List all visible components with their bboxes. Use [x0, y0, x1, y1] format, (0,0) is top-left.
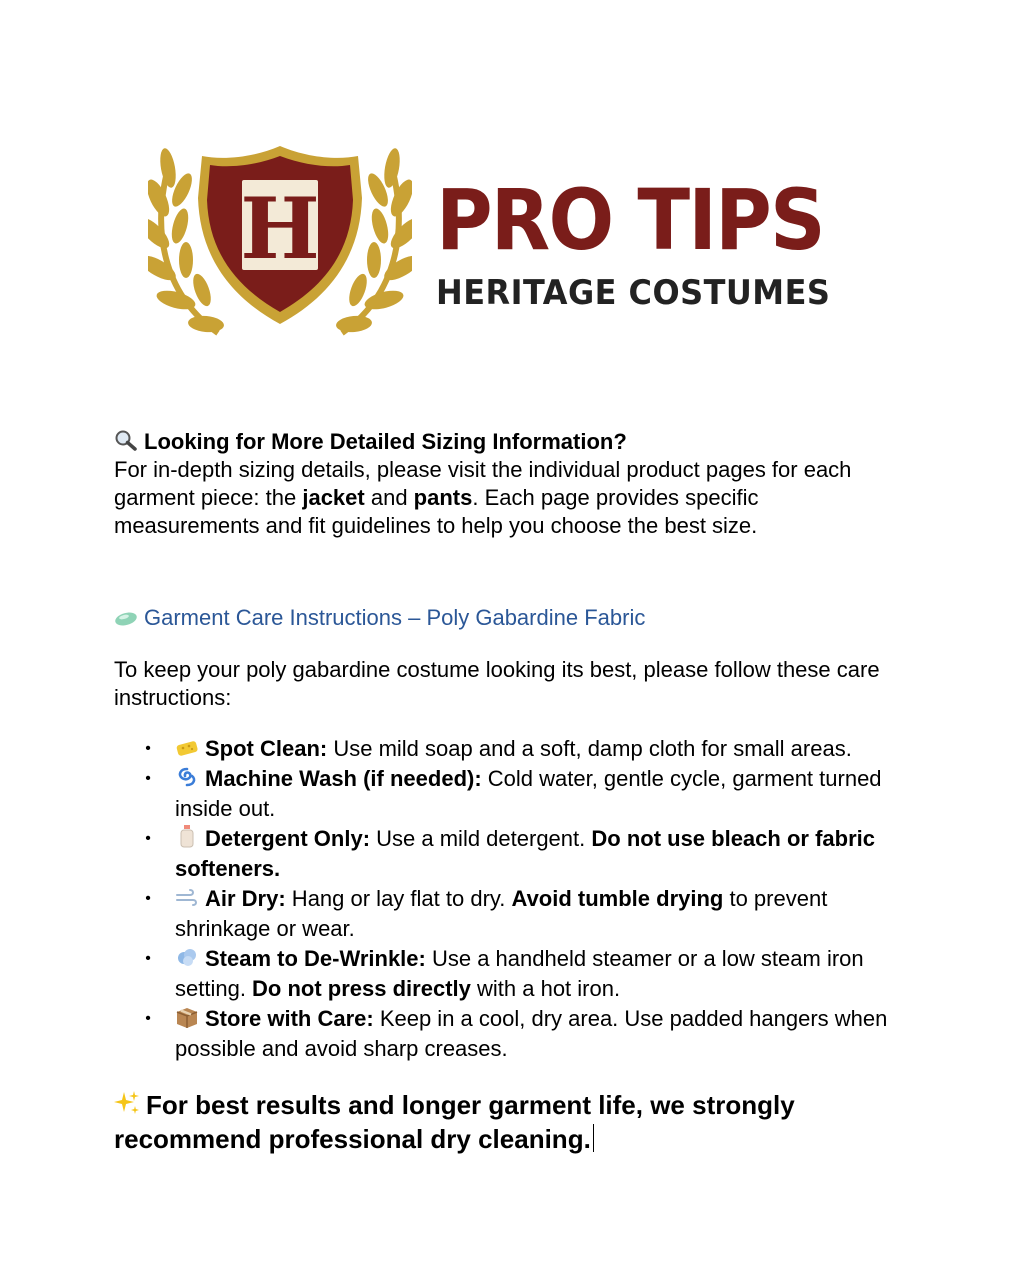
jacket-term: jacket	[302, 485, 365, 510]
care-item-bold: Do not press directly	[252, 976, 471, 1001]
lotion-bottle-icon	[175, 824, 199, 848]
soap-icon	[114, 609, 138, 627]
bullet: •	[145, 950, 151, 967]
care-item-label: Store with Care:	[205, 1006, 374, 1031]
sizing-heading: Looking for More Detailed Sizing Information?	[144, 429, 627, 454]
list-item	[145, 734, 904, 764]
care-heading-row	[114, 604, 904, 632]
list-item	[145, 1004, 904, 1064]
bullet: •	[145, 890, 151, 907]
list-item	[145, 944, 904, 1004]
care-item-text: Use mild soap and a soft, damp cloth for small areas.	[327, 736, 852, 761]
bullet: •	[145, 1010, 151, 1027]
bullet: •	[145, 740, 151, 757]
care-item-text-2: to prevent shrinkage or wear.	[175, 886, 828, 941]
care-item-label: Detergent Only:	[205, 826, 371, 851]
logo-subtitle: HERITAGE COSTUMES	[436, 273, 831, 313]
care-item-text: Hang or lay flat to dry.	[285, 886, 512, 911]
care-item-text: Use a handheld steamer or a low steam iron setting.	[175, 946, 864, 1001]
pro-tips-logo	[148, 128, 888, 338]
sparkles-icon	[114, 1090, 140, 1116]
document-body	[114, 428, 904, 1182]
sizing-text-3: . Each page provides specific measurements and fit guidelines to help you choose the best size.	[114, 485, 759, 538]
care-item-label: Spot Clean:	[205, 736, 328, 761]
final-text: For best results and longer garment life, we strongly recommend professional dry cleaning.	[114, 1090, 795, 1154]
care-item-text: Keep in a cool, dry area. Use padded hangers when possible and avoid sharp creases.	[175, 1006, 888, 1061]
care-item-label: Air Dry:	[205, 886, 286, 911]
care-item-text: Use a mild detergent.	[370, 826, 592, 851]
package-icon	[175, 1006, 199, 1028]
list-item	[145, 884, 904, 944]
care-item-bold: Do not use bleach or fabric softeners.	[175, 826, 875, 881]
care-item-bold: Avoid tumble drying	[511, 886, 724, 911]
bullet: •	[145, 770, 151, 787]
list-item	[145, 764, 904, 824]
magnifier-icon	[114, 429, 138, 451]
list-item	[145, 824, 904, 884]
care-intro: To keep your poly gabardine costume looking its best, please follow these care instructions:	[114, 657, 880, 710]
sponge-icon	[175, 738, 199, 758]
sizing-section	[114, 428, 904, 540]
final-recommendation[interactable]	[114, 1088, 904, 1156]
care-list	[114, 734, 904, 1064]
pants-term: pants	[413, 485, 473, 510]
wordmark	[436, 171, 858, 313]
logo-title: PRO TIPS	[436, 171, 824, 269]
heritage-crest-icon	[148, 128, 412, 338]
care-item-label: Machine Wash (if needed):	[205, 766, 482, 791]
care-item-label: Steam to De-Wrinkle:	[205, 946, 426, 971]
care-item-text-2: with a hot iron.	[470, 976, 621, 1001]
sizing-text-1: For in-depth sizing details, please visit the individual product pages for each garment piece: the	[114, 457, 852, 510]
crest-letter: H	[240, 179, 320, 278]
steam-icon	[175, 946, 199, 968]
care-item-text: Cold water, gentle cycle, garment turned inside out.	[175, 766, 882, 821]
wind-icon	[175, 888, 199, 908]
text-cursor	[593, 1124, 594, 1152]
care-heading: Garment Care Instructions – Poly Gabardine Fabric	[144, 605, 646, 630]
cyclone-icon	[175, 766, 199, 788]
bullet: •	[145, 830, 151, 847]
sizing-text-2: and	[364, 485, 414, 510]
